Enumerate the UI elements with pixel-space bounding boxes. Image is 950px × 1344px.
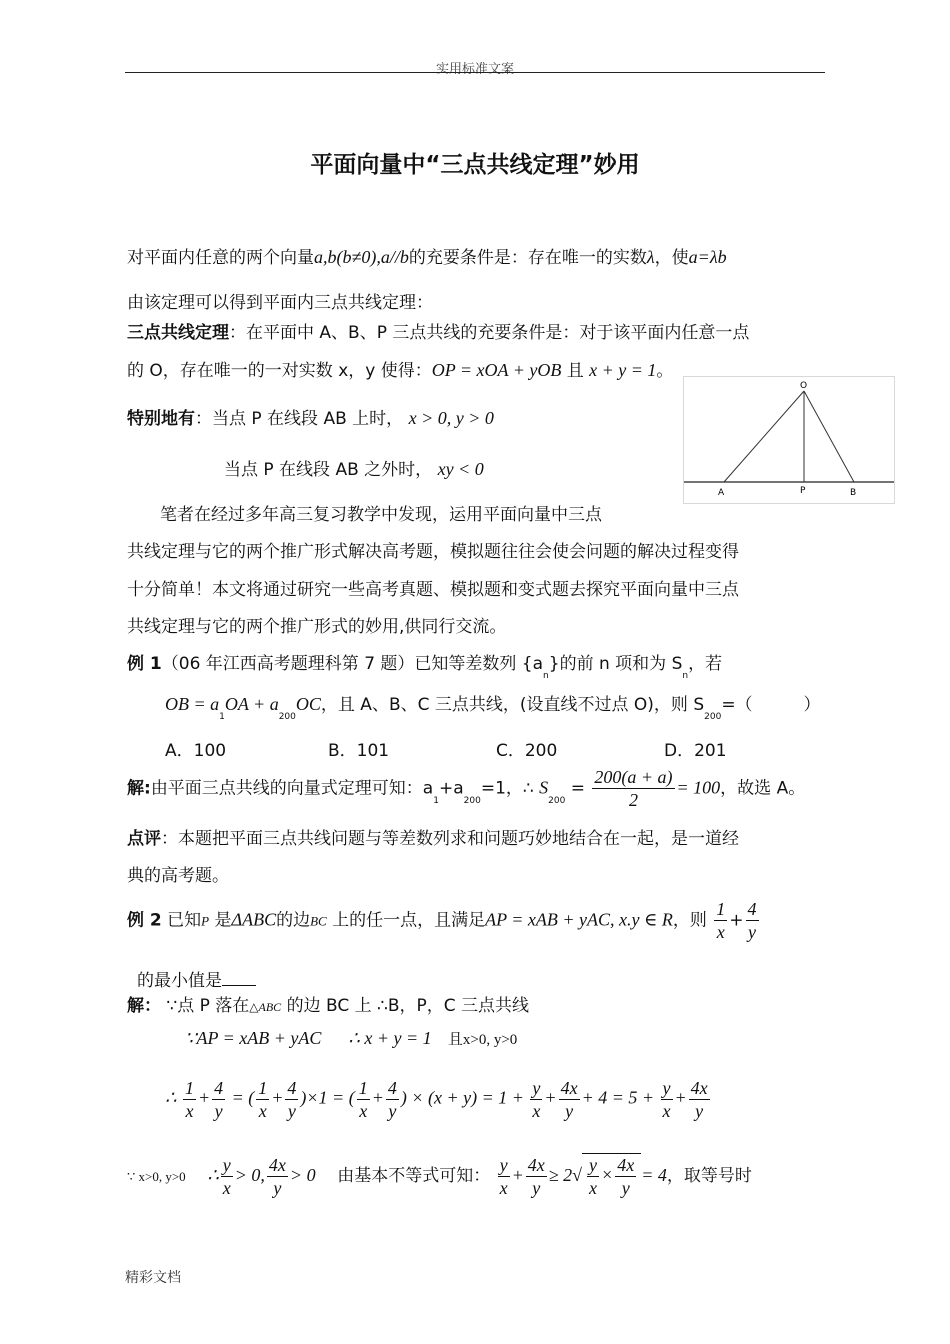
page-header: 实用标准文案 [435, 62, 514, 77]
label-B: B [850, 488, 857, 498]
label-O: O [800, 381, 808, 391]
label-A: A [718, 488, 725, 498]
segment-OA [724, 391, 804, 482]
page-footer: 精彩文档 [125, 1270, 181, 1286]
intro-line-2: 由该定理可以得到平面内三点共线定理： [127, 293, 433, 313]
ex1-option-a: A．100 [165, 741, 227, 761]
sol-denominator: 2 [628, 790, 638, 810]
ex1-solution: 解:由平面三点共线的向量式定理可知：$a_1+a_{200}=1$，∴ $S_{200}$ = $\frac{200(a + a)}{2}$ = 100，故选 A。 [127, 767, 806, 810]
ex1-review-line-1: 点评：本题把平面三点共线问题与等差数列求和问题巧妙地结合在一起，是一道经 [127, 829, 739, 849]
ex1-option-d: D．201 [664, 741, 727, 761]
ex2-sol-line-1: 解： ∵点 P 落在△ABC 的边 BC 上 ∴B，P，C 三点共线 [127, 996, 530, 1016]
page-title: 平面向量中“三点共线定理”妙用 [310, 152, 640, 178]
special-line-1: 特别地有：当点 P 在线段 AB 上时， x > 0, y > 0 [127, 408, 494, 429]
ex2-line-1: 例 2 已知P 是ΔABC的边BC 上的任一点，且满足AP = xAB + yAC, x.y ∈ R，则 $\frac{1}{x}$ + $\frac{4}{y}$ [127, 899, 757, 942]
para-line-4: 共线定理与它的两个推广形式的妙用,供同行交流。 [127, 617, 507, 637]
para-line-1: 笔者在经过多年高三复习教学中发现，运用平面向量中三点 [160, 505, 602, 525]
triangle-figure [683, 376, 895, 504]
special-line-2: 当点 P 在线段 AB 之外时， xy < 0 [224, 459, 484, 480]
label-P: P [800, 486, 806, 496]
ex1-review-line-2: 典的高考题。 [127, 866, 229, 886]
ex2-sol-line-2: ∵AP = xAB + yAC ∴ x + y = 1 且x>0, y>0 [185, 1028, 518, 1048]
theorem-line-2: 的 O，存在唯一的一对实数 x，y 使得：OP = xOA + yOB 且 x + y = 1。 [127, 360, 674, 381]
intro-line-1: 对平面内任意的两个向量a,b(b≠0),a//b的充要条件是：存在唯一的实数λ，使a=λb [127, 247, 727, 268]
ex1-line-1: 例 1（06 年江西高考题理科第 7 题）已知等差数列 $\{a_n\}$的前 n 项和为 $S_n$，若 [127, 654, 723, 681]
ex2-sol-line-4: ∵ x>0, y>0 ∴ $\frac{y}{x}$ > 0, $\frac{4x}{y}$ > 0 由基本不等式可知： $\frac{y}{x}$ + $\frac{4x}{y}$ ≥ 2√ $\frac{y}{x}$ × $\frac{4x}{y}$ = 4，取等号时 [127, 1154, 752, 1198]
answer-blank [222, 971, 256, 986]
segment-OB [804, 391, 854, 482]
sol-numerator: 200(a + a) [594, 767, 673, 787]
ex1-option-c: C．200 [496, 741, 558, 761]
theorem-line-1: 三点共线定理：在平面中 A、B、P 三点共线的充要条件是：对于该平面内任意一点 [127, 323, 750, 343]
ex2-sol-line-3: ∴ $\frac{1}{x}$ + $\frac{4}{y}$ = ( $\frac{1}{x}$ + $\frac{4}{y}$ )×1 = ( $\frac{1}{x}$ + $\frac{4}{y}$ ) × (x + y) = 1 + $\frac{y}{x}$ + $\frac{4x}{y}$ + 4 = 5 + $\frac{y}{x}$ + $\frac{4x}{y}$ [165, 1078, 708, 1121]
ex1-option-b: B．101 [328, 741, 390, 761]
header-rule [125, 72, 825, 73]
para-line-2: 共线定理与它的两个推广形式解决高考题，模拟题往往会使会问题的解决过程变得 [127, 542, 739, 562]
ex1-line-2: OB = $a_1OA + a_{200}OC$，且 A、B、C 三点共线，(设直线不过点 O)，则 $S_{200}=$（ ） [165, 694, 821, 722]
ex2-line-2: 的最小值是 [137, 966, 256, 991]
para-line-3: 十分简单！本文将通过研究一些高考真题、模拟题和变式题去探究平面向量中三点 [127, 580, 739, 600]
